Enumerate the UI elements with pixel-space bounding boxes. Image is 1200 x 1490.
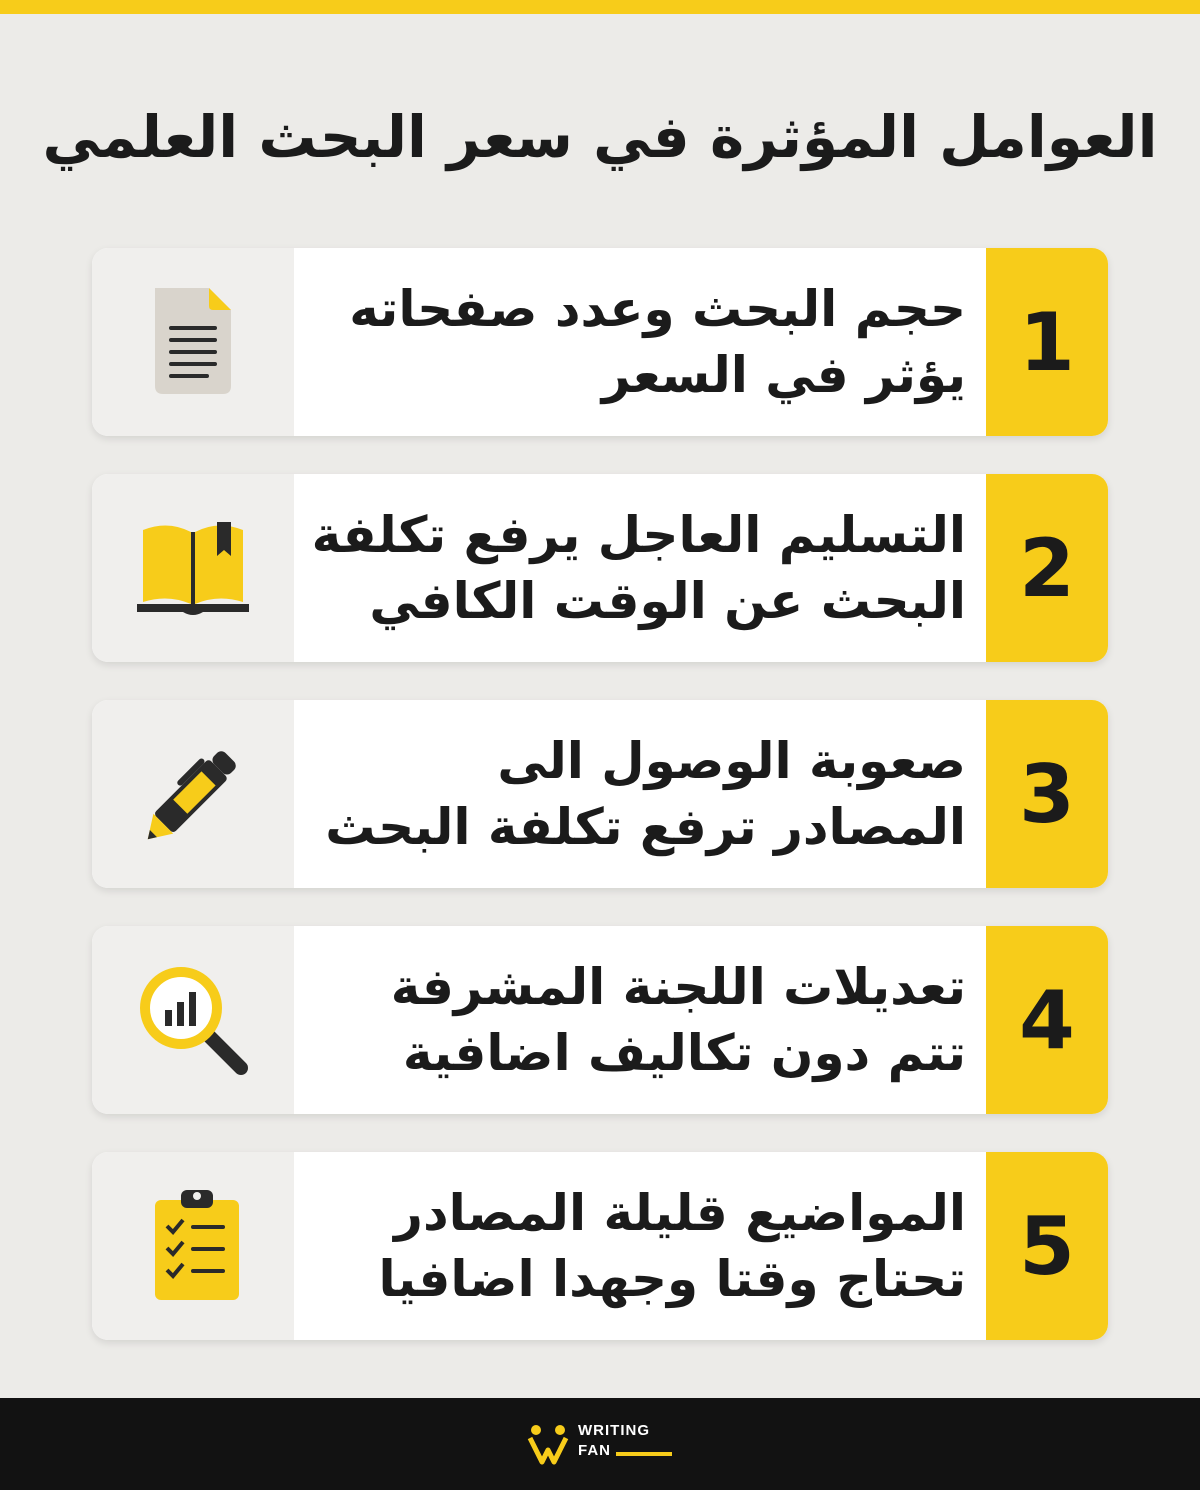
- factor-card-5: [92, 1152, 1108, 1340]
- factor-card-3: [92, 700, 1108, 888]
- factor-number: 1: [986, 248, 1108, 436]
- factor-number: 4: [986, 926, 1108, 1114]
- writing-fan-logo: [524, 1420, 684, 1468]
- logo-mark-icon: [524, 1420, 572, 1468]
- logo-underline: [616, 1452, 672, 1456]
- logo-text-line2: FAN: [578, 1442, 611, 1459]
- magnifier-chart-icon: [133, 960, 253, 1080]
- pen-icon: [133, 734, 253, 854]
- logo-text-line1: WRITING: [578, 1422, 650, 1439]
- top-accent-bar: [0, 0, 1200, 14]
- clipboard-checklist-icon: [133, 1186, 253, 1306]
- factor-number: 2: [986, 474, 1108, 662]
- factor-text: تعديلات اللجنة المشرفة تتم دون تكاليف اضافية: [390, 958, 966, 1082]
- page-title: العوامل المؤثرة في سعر البحث العلمي: [42, 103, 1158, 171]
- footer: [0, 1398, 1200, 1490]
- factor-card-2: [92, 474, 1108, 662]
- factor-text: التسليم العاجل يرفع تكلفة البحث عن الوقت الكافي: [311, 506, 966, 630]
- factor-text: صعوبة الوصول الى المصادر ترفع تكلفة البحث: [325, 732, 966, 856]
- open-book-icon: [133, 508, 253, 628]
- factor-card-1: [92, 248, 1108, 436]
- factor-number: 3: [986, 700, 1108, 888]
- factor-number: 5: [986, 1152, 1108, 1340]
- factor-text: حجم البحث وعدد صفحاته يؤثر في السعر: [349, 280, 966, 404]
- document-icon: [133, 282, 253, 402]
- factor-text: المواضيع قليلة المصادر تحتاج وقتا وجهدا اضافيا: [378, 1184, 966, 1308]
- factor-card-4: [92, 926, 1108, 1114]
